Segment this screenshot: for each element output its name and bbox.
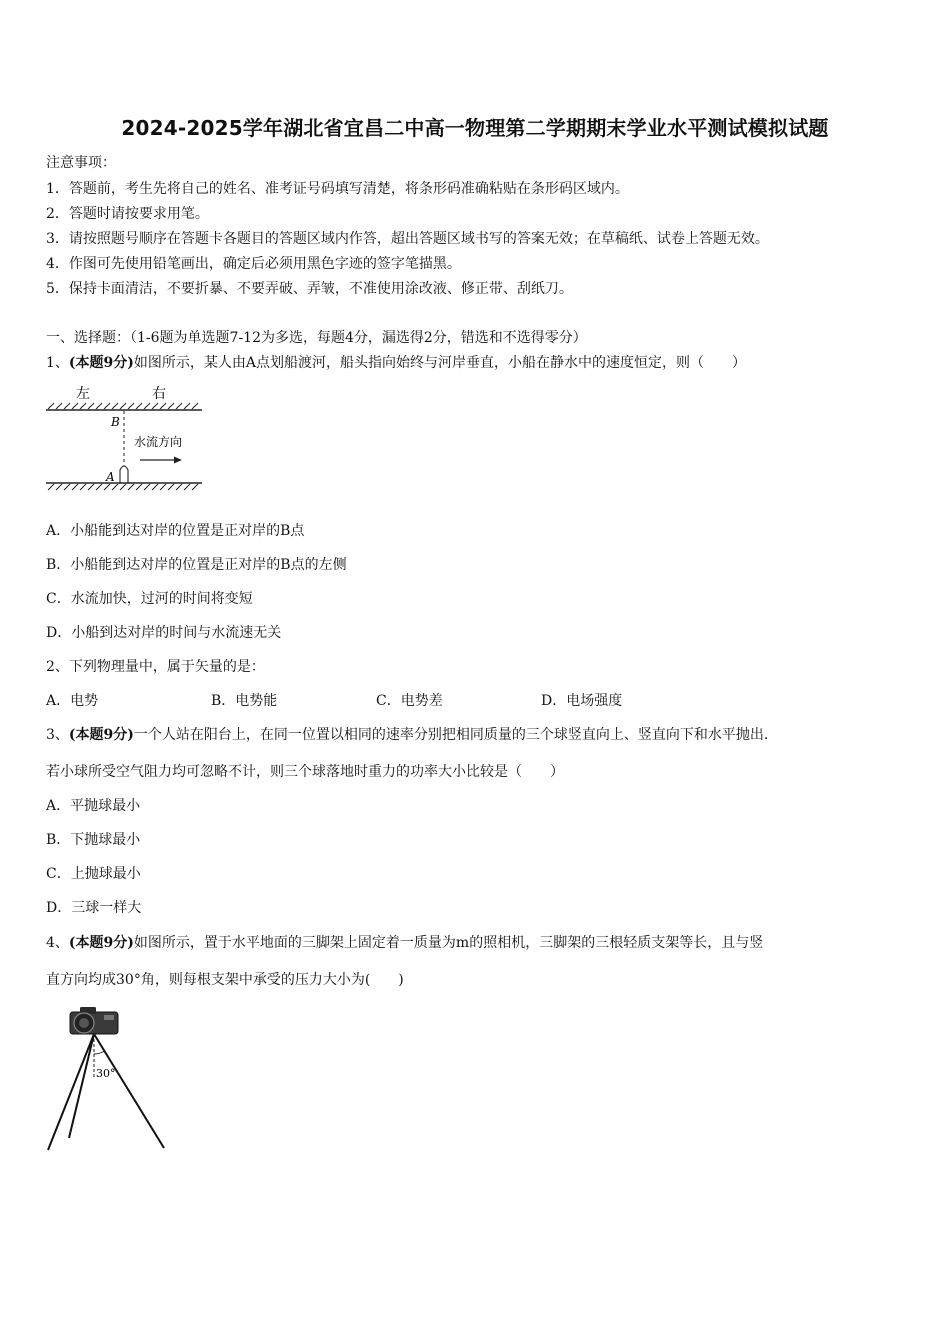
question-2-option-c: C．电势差: [376, 693, 443, 709]
water-flow-arrow-icon: [140, 457, 182, 464]
question-1-option-a: A．小船能到达对岸的位置是正对岸的B点: [46, 523, 305, 539]
river-figure: [44, 380, 206, 496]
question-1-option-c: C．水流加快，过河的时间将变短: [46, 591, 253, 607]
notice-heading: 注意事项：: [46, 155, 116, 171]
question-4-stem-line-1: [46, 932, 763, 952]
question-3-option-c: C．上抛球最小: [46, 866, 141, 882]
figure-right-label: 右: [152, 386, 166, 402]
question-4-text-1: 如图所示，置于水平地面的三脚架上固定着一质量为m的照相机，三脚架的三根轻质支架等长，且与竖: [133, 935, 764, 951]
question-3-text-1: 一个人站在阳台上，在同一位置以相同的速率分别把相同质量的三个球竖直向上、竖直向下和水平抛出.: [133, 727, 769, 743]
question-1-option-d: D．小船到达对岸的时间与水流速无关: [46, 625, 282, 641]
notice-item-1: 1．答题前，考生先将自己的姓名、准考证号码填写清楚，将条形码准确粘贴在条形码区域内。: [46, 181, 629, 197]
question-1-number: 1、: [46, 355, 69, 371]
section-heading: 一、选择题：（1-6题为单选题7-12为多选，每题4分，漏选得2分，错选和不选得零分）: [46, 330, 587, 346]
question-2-option-b: B．电势能: [211, 693, 278, 709]
question-4-stem-line-2: 直方向均成30°角，则每根支架中承受的压力大小为( ): [46, 972, 404, 988]
point-b-label: B: [111, 415, 120, 429]
question-3-stem-line-2: 若小球所受空气阻力均可忽略不计，则三个球落地时重力的功率大小比较是（ ）: [46, 764, 564, 780]
question-1-text: 如图所示，某人由A点划船渡河，船头指向始终与河岸垂直，小船在静水中的速度恒定，则（ ）: [133, 355, 747, 371]
question-2-option-a: A．电势: [46, 693, 99, 709]
question-2-option-d: D．电场强度: [541, 693, 623, 709]
question-3-option-a: A．平抛球最小: [46, 798, 141, 814]
page-title: 2024-2025学年湖北省宜昌二中高一物理第二学期期末学业水平测试模拟试题: [121, 116, 829, 140]
top-bank: [46, 403, 202, 410]
question-1-option-b: B．小船能到达对岸的位置是正对岸的B点的左侧: [46, 557, 347, 573]
question-3-option-d: D．三球一样大: [46, 900, 142, 916]
figure-left-label: 左: [76, 386, 90, 402]
question-3-score: (本题9分): [68, 727, 134, 743]
angle-label: 30°: [96, 1067, 116, 1080]
camera-icon: [70, 1007, 118, 1034]
question-2-stem: 2、下列物理量中，属于矢量的是：: [46, 659, 265, 675]
angle-arc: [94, 1051, 105, 1054]
bottom-bank: [46, 483, 202, 490]
question-2-options: [46, 690, 622, 710]
notice-item-4: 4．作图可先使用铅笔画出，确定后必须用黑色字迹的签字笔描黑。: [46, 256, 461, 272]
water-flow-label: 水流方向: [134, 435, 183, 449]
question-3-stem-line-1: [46, 724, 768, 744]
question-3-option-b: B．下抛球最小: [46, 832, 141, 848]
question-4-score: (本题9分): [68, 935, 134, 951]
tripod-legs: [48, 1034, 164, 1150]
question-4-number: 4、: [46, 935, 69, 951]
question-1-score: (本题9分): [68, 355, 134, 371]
tripod-figure: [44, 1000, 174, 1155]
boat-icon: [120, 466, 128, 483]
notice-item-5: 5．保持卡面清洁，不要折暴、不要弄破、弄皱，不准使用涂改液、修正带、刮纸刀。: [46, 281, 573, 297]
notice-item-2: 2．答题时请按要求用笔。: [46, 206, 209, 222]
point-a-label: A: [106, 470, 115, 484]
question-3-number: 3、: [46, 727, 69, 743]
notice-item-3: 3．请按照题号顺序在答题卡各题目的答题区域内作答，超出答题区域书写的答案无效；在草稿纸、试卷上答题无效。: [46, 231, 769, 247]
question-1-stem: [46, 352, 746, 372]
